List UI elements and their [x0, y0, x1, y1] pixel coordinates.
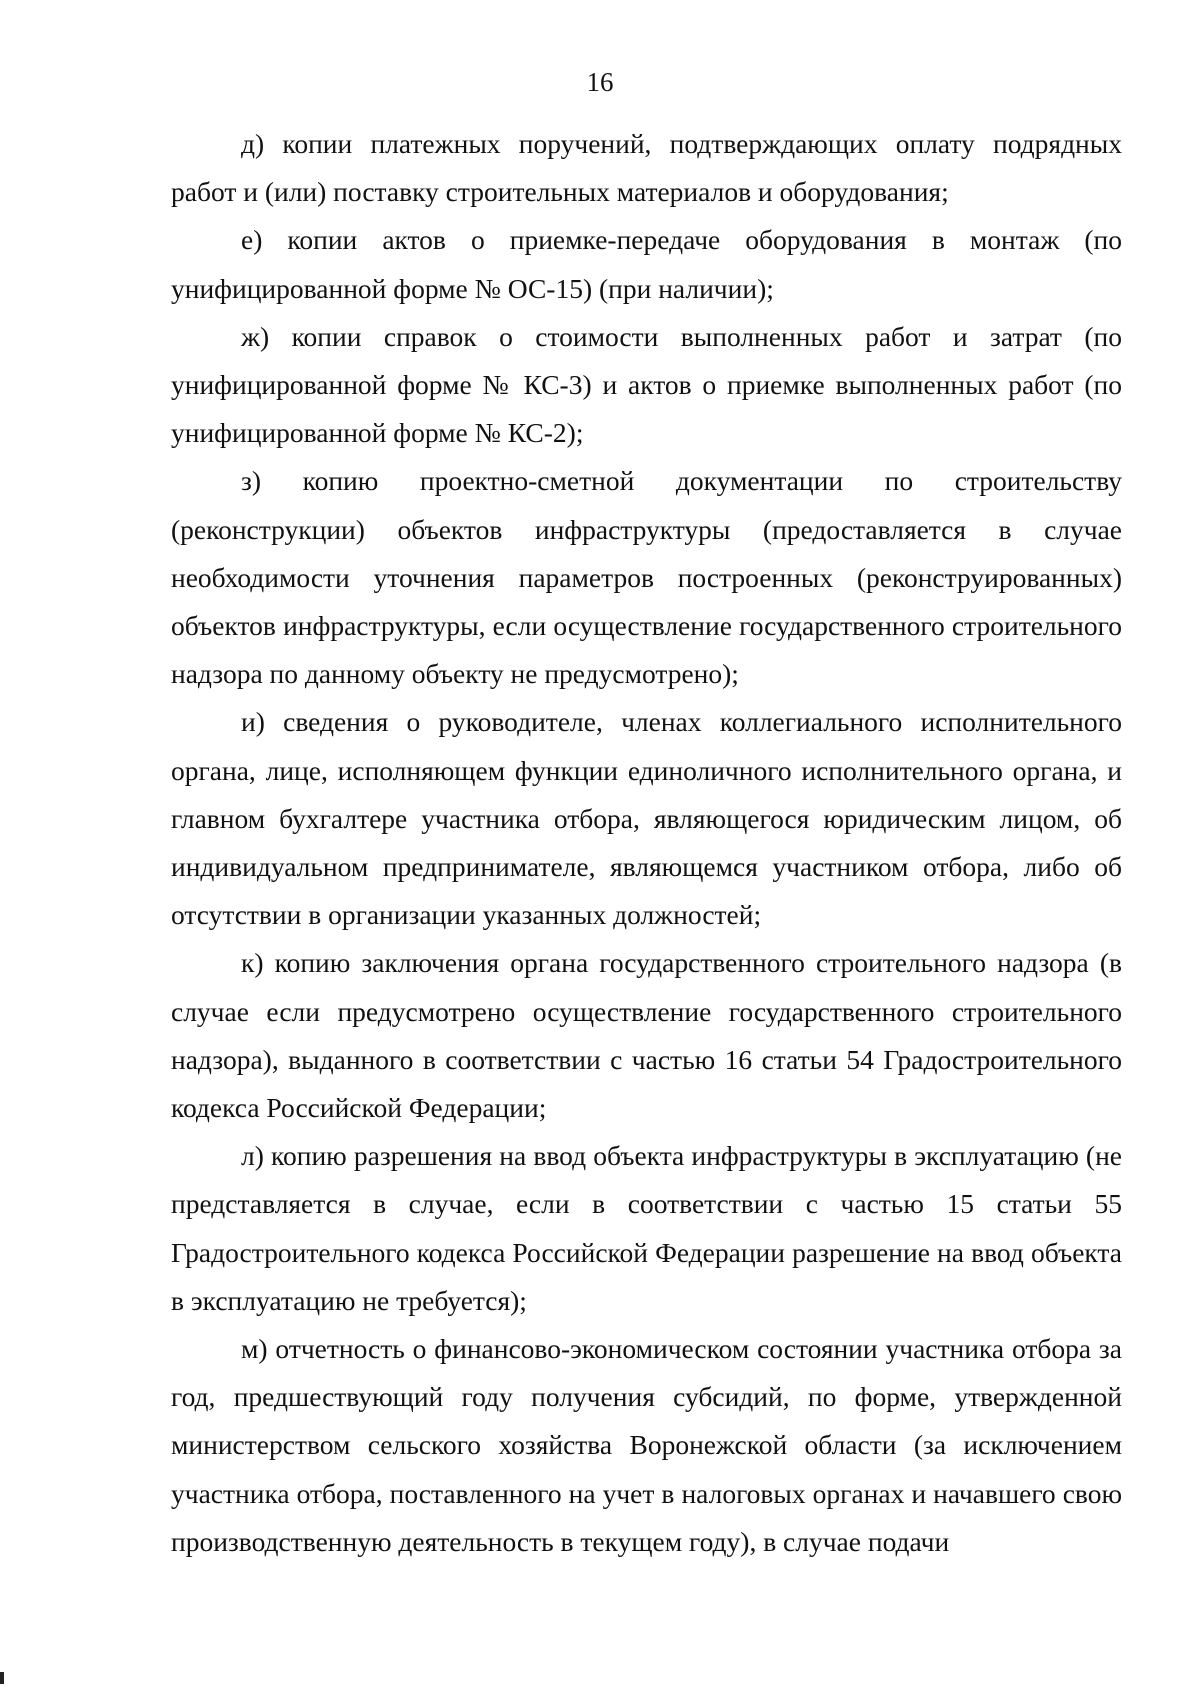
list-item-d: д) копии платежных поручений, подтверждающих оплату подрядных работ и (или) поставку строительных материалов и оборудования;: [171, 128, 1122, 208]
page-number: 16: [586, 67, 614, 97]
list-item-zh: ж) копии справок о стоимости выполненных работ и затрат (по унифицированной форме № КС-3) и актов о приемке выполненных работ (по унифицированной форме № КС-2);: [171, 320, 1122, 449]
list-item-k: к) копию заключения органа государственного строительного надзора (в случае если предусмотрено осуществление государственного строительного надзора), выданного в соответствии с частью 16 статьи 54 Градостроительного кодекса Российской Федерации;: [171, 947, 1122, 1124]
list-item-i: и) сведения о руководителе, членах коллегиального исполнительного органа, лице, исполняющем функции единоличного исполнительного органа, и главном бухгалтере участника отбора, являющегося юридическим лицом, об индивидуальном предпринимателе, являющемся участником отбора, либо об отсутствии в организации указанных должностей;: [171, 706, 1122, 931]
list-item-z: з) копию проектно-сметной документации по строительству (реконструкции) объектов инфраструктуры (предоставляется в случае необходимости уточнения параметров построенных (реконструированных) объектов инфраструктуры, если осуществление государственного строительного надзора по данному объекту не предусмотрено);: [171, 465, 1122, 690]
document-body: [171, 120, 1122, 1566]
list-item-l: л) копию разрешения на ввод объекта инфраструктуры в эксплуатацию (не представляется в случае, если в соответствии с частью 15 статьи 55 Градостроительного кодекса Российской Федерации разрешение на ввод объекта в эксплуатацию не требуется);: [171, 1140, 1122, 1316]
list-item-m: м) отчетность о финансово-экономическом состоянии участника отбора за год, предшествующий году получения субсидий, по форме, утвержденной министерством сельского хозяйства Воронежской области (за исключением участника отбора, поставленного на учет в налоговых органах и начавшего свою производственную деятельность в текущем году), в случае подачи: [171, 1333, 1122, 1557]
scan-edge-mark: [0, 1672, 4, 1684]
list-item-e: е) копии актов о приемке-передаче оборудования в монтаж (по унифицированной форме № ОС-15) (при наличии);: [171, 224, 1122, 304]
